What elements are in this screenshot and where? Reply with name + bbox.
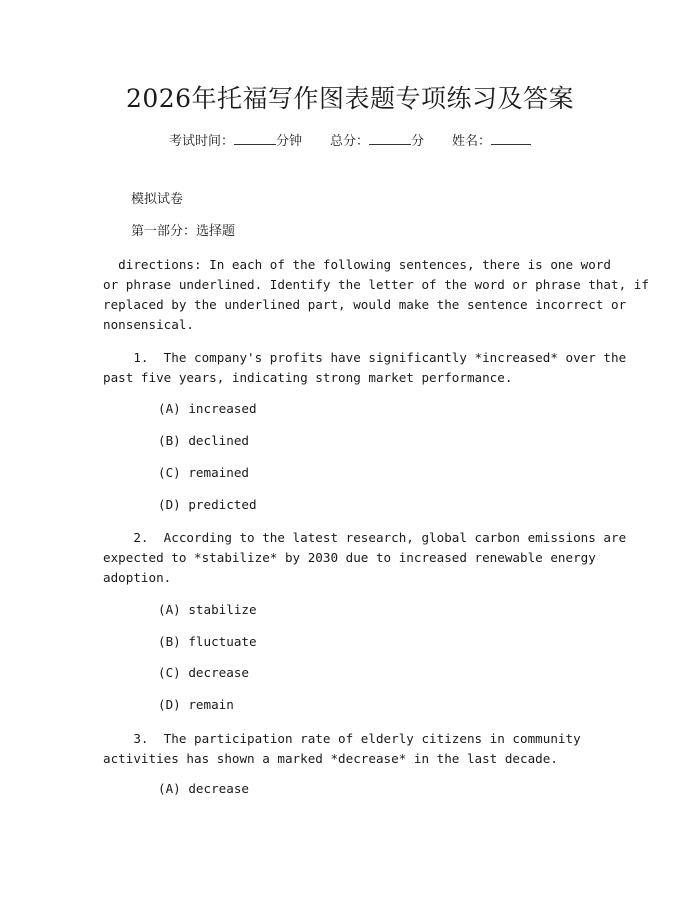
question-text-line: activities has shown a marked *decrease* in the last decade. bbox=[103, 751, 558, 766]
option-a: (A) increased bbox=[158, 401, 257, 416]
option-d: (D) predicted bbox=[158, 497, 257, 512]
option-b: (B) declined bbox=[158, 433, 249, 448]
question-text-line: adoption. bbox=[103, 570, 172, 585]
question-text-line: expected to *stabilize* by 2030 due to increased renewable energy bbox=[103, 550, 596, 565]
question-text-line: 1. The company's profits have significantly *increased* over the bbox=[103, 350, 627, 365]
option-b: (B) fluctuate bbox=[158, 634, 257, 649]
total-score-label: 总分： bbox=[329, 134, 369, 149]
section-mock-heading: 模拟试卷 bbox=[131, 192, 184, 207]
directions-line: nonsensical. bbox=[103, 317, 194, 332]
question-text-line: 3. The participation rate of elderly citizens in community bbox=[103, 731, 581, 746]
total-score-blank bbox=[369, 132, 411, 145]
option-c: (C) decrease bbox=[158, 665, 249, 680]
directions-line: or phrase underlined. Identify the letter of the word or phrase that, if bbox=[103, 277, 649, 292]
question-text-line: past five years, indicating strong market performance. bbox=[103, 370, 513, 385]
document-title: 2026年托福写作图表题专项练习及答案 bbox=[125, 84, 575, 113]
name-label: 姓名： bbox=[452, 134, 492, 149]
directions-line: replaced by the underlined part, would make the sentence incorrect or bbox=[103, 297, 627, 312]
option-d: (D) remain bbox=[158, 697, 234, 712]
option-c: (C) remained bbox=[158, 465, 249, 480]
part-one-heading: 第一部分：选择题 bbox=[131, 224, 236, 239]
option-a: (A) decrease bbox=[158, 781, 249, 796]
exam-time-blank bbox=[234, 132, 276, 145]
directions-line: directions: In each of the following sentences, there is one word bbox=[103, 257, 611, 272]
exam-time-label: 考试时间： bbox=[168, 134, 234, 149]
exam-meta-line bbox=[0, 132, 700, 151]
name-blank bbox=[491, 132, 531, 145]
option-a: (A) stabilize bbox=[158, 602, 257, 617]
minute-unit: 分钟 bbox=[275, 134, 302, 149]
score-unit: 分 bbox=[411, 134, 425, 149]
question-text-line: 2. According to the latest research, global carbon emissions are bbox=[103, 530, 627, 545]
